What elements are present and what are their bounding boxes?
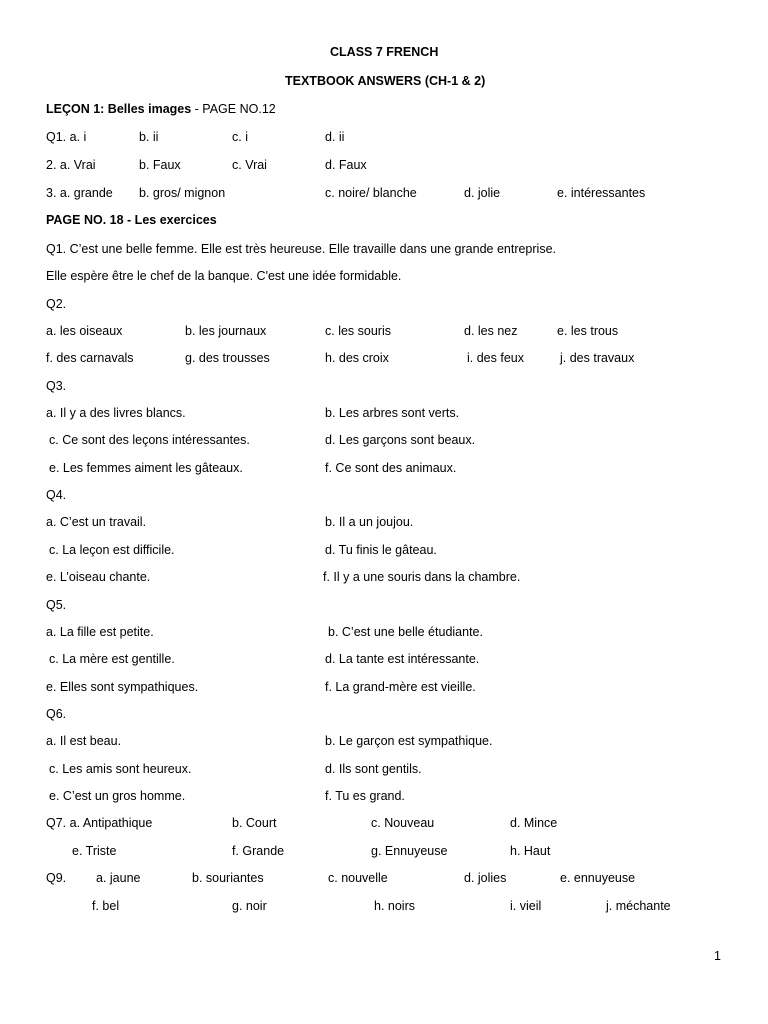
ex-q9-answer-b: b. souriantes — [192, 871, 264, 885]
document-subtitle: TEXTBOOK ANSWERS (CH-1 & 2) — [285, 74, 486, 88]
ex-q6-answer-e: e. C’est un gros homme. — [49, 789, 186, 803]
ex-q5-answer-e: e. Elles sont sympathiques. — [46, 680, 199, 694]
ex-q7-answer-g: g. Ennuyeuse — [371, 844, 448, 858]
ex-q4-label: Q4. — [46, 488, 67, 502]
ex-q5-answer-f: f. La grand-mère est vieille. — [325, 680, 476, 694]
ex-q4-answer-f: f. Il y a une souris dans la chambre. — [323, 570, 521, 584]
q1-answer-c: c. i — [232, 130, 248, 144]
q1-answer-a: Q1. a. i — [46, 130, 87, 144]
ex-q3-answer-d: d. Les garçons sont beaux. — [325, 433, 476, 447]
ex-q6-answer-c: c. Les amis sont heureux. — [49, 762, 192, 776]
ex-q5-answer-c: c. La mère est gentille. — [49, 652, 175, 666]
ex-q4-answer-d: d. Tu finis le gâteau. — [325, 543, 437, 557]
ex-q7-answer-f: f. Grande — [232, 844, 285, 858]
ex-q9-label: Q9. — [46, 871, 67, 885]
ex-q2-answer-e: e. les trous — [557, 324, 619, 338]
q2-answer-c: c. Vrai — [232, 158, 267, 172]
ex-q4-answer-c: c. La leçon est difficile. — [49, 543, 175, 557]
ex-q2-answer-i: i. des feux — [467, 351, 524, 365]
ex-q7-answer-e: e. Triste — [72, 844, 117, 858]
ex-q3-answer-b: b. Les arbres sont verts. — [325, 406, 460, 420]
ex-q3-answer-a: a. Il y a des livres blancs. — [46, 406, 186, 420]
ex-q3-answer-f: f. Ce sont des animaux. — [325, 461, 457, 475]
ex-q1-line2: Elle espère être le chef de la banque. C'est une idée formidable. — [46, 269, 402, 283]
ex-q2-answer-a: a. les oiseaux — [46, 324, 123, 338]
q2-answer-a: 2. a. Vrai — [46, 158, 96, 172]
ex-q9-answer-g: g. noir — [232, 899, 267, 913]
ex-q5-answer-b: b. C’est une belle étudiante. — [328, 625, 483, 639]
q3-answer-c: c. noire/ blanche — [325, 186, 417, 200]
ex-q2-answer-g: g. des trousses — [185, 351, 270, 365]
ex-q9-answer-f: f. bel — [92, 899, 120, 913]
ex-q6-answer-f: f. Tu es grand. — [325, 789, 405, 803]
ex-q9-answer-i: i. vieil — [510, 899, 542, 913]
ex-q6-answer-b: b. Le garçon est sympathique. — [325, 734, 493, 748]
ex-q2-label: Q2. — [46, 297, 67, 311]
lecon1-page-ref: - PAGE NO.12 — [191, 102, 276, 116]
ex-q3-label: Q3. — [46, 379, 67, 393]
ex-q6-label: Q6. — [46, 707, 67, 721]
q2-answer-d: d. Faux — [325, 158, 367, 172]
ex-q1-line1: Q1. C’est une belle femme. Elle est très heureuse. Elle travaille dans une grande entreprise. — [46, 242, 556, 256]
lecon1-title: LEÇON 1: Belles images — [46, 102, 192, 116]
ex-q9-answer-d: d. jolies — [464, 871, 507, 885]
ex-q9-answer-c: c. nouvelle — [328, 871, 388, 885]
ex-q3-answer-c: c. Ce sont des leçons intéressantes. — [49, 433, 250, 447]
ex-q3-answer-e: e. Les femmes aiment les gâteaux. — [49, 461, 243, 475]
ex-q9-answer-a: a. jaune — [96, 871, 141, 885]
ex-q9-answer-h: h. noirs — [374, 899, 415, 913]
ex-q2-answer-d: d. les nez — [464, 324, 518, 338]
document-title: CLASS 7 FRENCH — [330, 45, 439, 59]
q3-answer-a: 3. a. grande — [46, 186, 113, 200]
ex-q9-answer-e: e. ennuyeuse — [560, 871, 636, 885]
ex-q6-answer-a: a. Il est beau. — [46, 734, 122, 748]
ex-q7-answer-b: b. Court — [232, 816, 277, 830]
ex-q4-answer-e: e. L’oiseau chante. — [46, 570, 151, 584]
q1-answer-d: d. ii — [325, 130, 345, 144]
ex-q7-answer-c: c. Nouveau — [371, 816, 435, 830]
ex-q9-answer-j: j. méchante — [606, 899, 671, 913]
ex-q2-answer-b: b. les journaux — [185, 324, 267, 338]
ex-q2-answer-c: c. les souris — [325, 324, 391, 338]
ex-q5-answer-d: d. La tante est intéressante. — [325, 652, 480, 666]
q3-answer-b: b. gros/ mignon — [139, 186, 226, 200]
page18-heading: PAGE NO. 18 - Les exercices — [46, 213, 217, 227]
ex-q7-answer-a: Q7. a. Antipathique — [46, 816, 153, 830]
ex-q2-answer-f: f. des carnavals — [46, 351, 134, 365]
ex-q5-answer-a: a. La fille est petite. — [46, 625, 154, 639]
lecon1-heading — [46, 103, 276, 116]
ex-q2-answer-j: j. des travaux — [560, 351, 635, 365]
q2-answer-b: b. Faux — [139, 158, 181, 172]
ex-q6-answer-d: d. Ils sont gentils. — [325, 762, 422, 776]
ex-q5-label: Q5. — [46, 598, 67, 612]
ex-q7-answer-h: h. Haut — [510, 844, 551, 858]
ex-q4-answer-b: b. Il a un joujou. — [325, 515, 414, 529]
ex-q2-answer-h: h. des croix — [325, 351, 389, 365]
page-number: 1 — [714, 949, 721, 963]
q1-answer-b: b. ii — [139, 130, 159, 144]
ex-q7-answer-d: d. Mince — [510, 816, 558, 830]
q3-answer-d: d. jolie — [464, 186, 501, 200]
ex-q4-answer-a: a. C’est un travail. — [46, 515, 147, 529]
q3-answer-e: e. intéressantes — [557, 186, 646, 200]
